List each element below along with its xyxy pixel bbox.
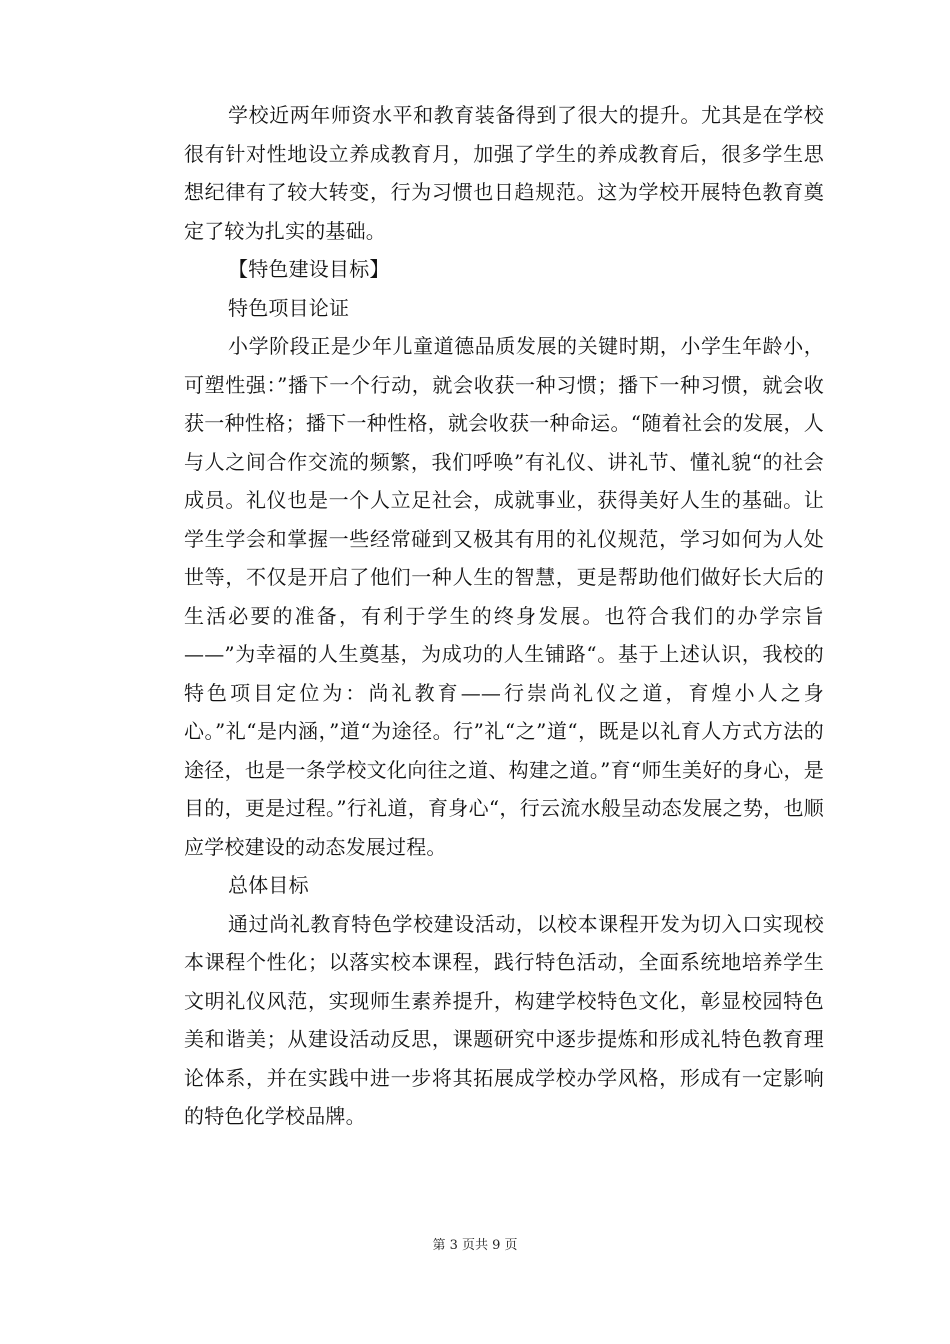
document-body: [184, 96, 824, 1136]
subheading-project-argument: 特色项目论证: [228, 295, 350, 320]
paragraph-project-argument: 小学阶段正是少年儿童道德品质发展的关键时期，小学生年龄小，可塑性强：”播下一个行动，就会收获一种习惯；播下一种习惯，就会收获一种性格；播下一种性格，就会收获一种命运。“随着社会的发展，人与人之间合作交流的频繁，我们呼唤”有礼仪、讲礼节、懂礼貌“的社会成员。礼仪也是一个人立足社会，成就事业，获得美好人生的基础。让学生学会和掌握一些经常碰到又极其有用的礼仪规范，学习如何为人处世等，不仅是开启了他们一种人生的智慧，更是帮助他们做好长大后的生活必要的准备，有利于学生的终身发展。也符合我们的办学宗旨——”为幸福的人生奠基，为成功的人生铺路“。基于上述认识，我校的特色项目定位为：尚礼教育——行崇尚礼仪之道，育煌小人之身心。”礼“是内涵，”道“为途径。行”礼“之”道“，既是以礼育人方式方法的途径，也是一条学校文化向往之道、构建之道。”育“师生美好的身心，是目的，更是过程。”行礼道，育身心“，行云流水般呈动态发展之势，也顺应学校建设的动态发展过程。: [184, 334, 824, 859]
paragraph-overall-goal: 通过尚礼教育特色学校建设活动，以校本课程开发为切入口实现校本课程个性化；以落实校本课程，践行特色活动，全面系统地培养学生文明礼仪风范，实现师生素养提升，构建学校特色文化，彰显校园特色美和谐美；从建设活动反思，课题研究中逐步提炼和形成礼特色教育理论体系，并在实践中进一步将其拓展成学校办学风格，形成有一定影响的特色化学校品牌。: [184, 911, 824, 1128]
section-heading-feature-goals: 【特色建设目标】: [228, 257, 390, 281]
page-number-footer: 第 3 页共 9 页: [432, 1238, 518, 1253]
subheading-overall-goal: 总体目标: [228, 873, 309, 897]
paragraph-teaching-resources: 学校近两年师资水平和教育装备得到了很大的提升。尤其是在学校很有针对性地设立养成教育月，加强了学生的养成教育后，很多学生思想纪律有了较大转变，行为习惯也日趋规范。这为学校开展特色教育奠定了较为扎实的基础。: [184, 103, 824, 243]
